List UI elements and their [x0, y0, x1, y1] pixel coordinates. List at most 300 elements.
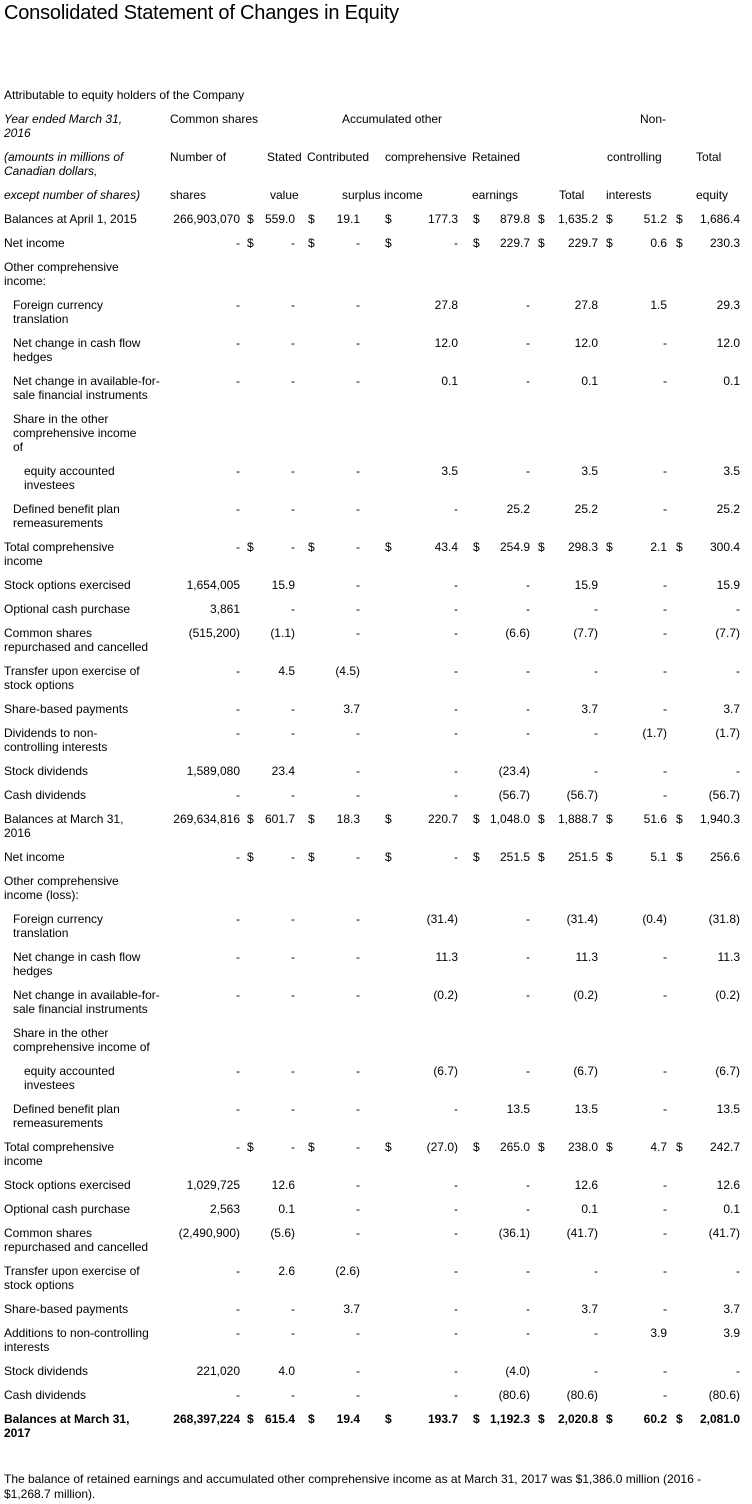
cell-retained: 229.7: [499, 236, 530, 250]
cell-retained: (36.1): [498, 1226, 530, 1240]
column-header: Total: [696, 150, 722, 164]
currency-sign: $: [676, 850, 683, 864]
row-label: Foreign currency: [13, 298, 104, 312]
cell-stated: -: [291, 1326, 295, 1340]
row-label: Defined benefit plan: [13, 1102, 120, 1116]
row-label: stock options: [4, 1278, 75, 1292]
cell-total: -: [594, 1264, 598, 1278]
cell-stated: -: [291, 726, 295, 740]
cell-stated: -: [291, 374, 295, 388]
cell-stated: -: [291, 1302, 295, 1316]
cell-retained: -: [526, 298, 530, 312]
cell-retained: -: [526, 1178, 530, 1192]
cell-contrib: -: [356, 236, 360, 250]
cell-aoci: -: [454, 236, 458, 250]
cell-shares: -: [236, 726, 240, 740]
cell-contrib: -: [356, 1364, 360, 1378]
row-label: Net income: [4, 236, 65, 250]
row-label: repurchased and cancelled: [4, 640, 149, 654]
cell-aoci: -: [454, 1364, 458, 1378]
currency-sign: $: [538, 1412, 545, 1426]
row-label: translation: [13, 312, 69, 326]
row-label: Balances at March 31,: [4, 1412, 130, 1426]
cell-equity: (6.7): [715, 1064, 740, 1078]
cell-nci: -: [663, 502, 667, 516]
cell-stated: 15.9: [271, 578, 295, 592]
row-label: Stock options exercised: [4, 1178, 131, 1192]
cell-shares: -: [236, 1102, 240, 1116]
cell-stated: 559.0: [264, 212, 295, 226]
cell-aoci: -: [454, 1178, 458, 1192]
cell-equity: 11.3: [717, 950, 740, 964]
cell-total: 27.8: [574, 298, 598, 312]
cell-retained: (80.6): [498, 1388, 530, 1402]
cell-contrib: 3.7: [343, 702, 360, 716]
column-header: Retained: [472, 150, 521, 164]
cell-nci: 0.6: [650, 236, 667, 250]
cell-total: (56.7): [566, 788, 598, 802]
cell-stated: -: [291, 298, 295, 312]
column-header: Year ended March 31,: [4, 112, 123, 126]
row-label: Share-based payments: [4, 1302, 129, 1316]
cell-shares: -: [236, 464, 240, 478]
cell-aoci: -: [454, 578, 458, 592]
cell-retained: -: [526, 726, 530, 740]
cell-stated: -: [291, 602, 295, 616]
cell-contrib: -: [356, 1326, 360, 1340]
row-label: income: [4, 554, 43, 568]
cell-shares: -: [236, 912, 240, 926]
cell-aoci: -: [454, 850, 458, 864]
cell-retained: (6.6): [505, 626, 530, 640]
cell-shares: 1,029,725: [186, 1178, 240, 1192]
cell-aoci: -: [454, 1264, 458, 1278]
cell-equity: 12.6: [716, 1178, 740, 1192]
currency-sign: $: [538, 1140, 545, 1154]
row-label: remeasurements: [13, 1116, 104, 1130]
cell-stated: -: [291, 1064, 295, 1078]
cell-aoci: -: [454, 764, 458, 778]
cell-stated: 2.6: [278, 1264, 295, 1278]
currency-sign: $: [676, 212, 683, 226]
column-header: controlling: [607, 150, 662, 164]
row-label: Optional cash purchase: [4, 602, 131, 616]
cell-contrib: -: [356, 602, 360, 616]
cell-retained: -: [526, 950, 530, 964]
cell-equity: 3.7: [723, 702, 740, 716]
cell-retained: -: [526, 374, 530, 388]
cell-stated: (1.1): [270, 626, 295, 640]
cell-total: 1,888.7: [557, 812, 598, 826]
cell-shares: (515,200): [188, 626, 240, 640]
row-label: equity accounted: [24, 464, 115, 478]
cell-equity: (7.7): [715, 626, 740, 640]
row-label: Total comprehensive: [4, 540, 115, 554]
row-label: Net change in available-for-: [13, 374, 160, 388]
cell-contrib: -: [356, 1202, 360, 1216]
cell-equity: 13.5: [716, 1102, 740, 1116]
currency-sign: $: [385, 812, 392, 826]
cell-retained: 1,048.0: [489, 812, 530, 826]
cell-equity: 2,081.0: [699, 1412, 740, 1426]
cell-retained: -: [526, 1202, 530, 1216]
column-header: surplus: [342, 188, 381, 202]
row-label: sale financial instruments: [13, 388, 148, 402]
cell-nci: -: [663, 1064, 667, 1078]
cell-total: 3.7: [581, 1302, 598, 1316]
cell-shares: 266,903,070: [173, 212, 240, 226]
cell-equity: 1,686.4: [699, 212, 740, 226]
cell-equity: (1.7): [715, 726, 740, 740]
column-header: Total: [559, 188, 585, 202]
cell-shares: -: [236, 664, 240, 678]
cell-equity: -: [736, 1264, 740, 1278]
cell-equity: (56.7): [708, 788, 740, 802]
cell-retained: 13.5: [506, 1102, 530, 1116]
cell-retained: (4.0): [505, 1364, 530, 1378]
cell-retained: (23.4): [498, 764, 530, 778]
cell-aoci: -: [454, 726, 458, 740]
cell-retained: -: [526, 1264, 530, 1278]
cell-total: 1,635.2: [557, 212, 598, 226]
currency-sign: $: [676, 1412, 683, 1426]
currency-sign: $: [676, 1140, 683, 1154]
currency-sign: $: [538, 850, 545, 864]
cell-retained: -: [526, 1326, 530, 1340]
row-label: hedges: [13, 350, 53, 364]
cell-equity: 256.6: [709, 850, 740, 864]
row-label: Share-based payments: [4, 702, 129, 716]
cell-total: -: [594, 664, 598, 678]
cell-contrib: 19.4: [336, 1412, 360, 1426]
cell-nci: -: [663, 702, 667, 716]
cell-stated: 12.6: [271, 1178, 295, 1192]
cell-aoci: 3.5: [441, 464, 458, 478]
currency-sign: $: [308, 850, 315, 864]
cell-total: (7.7): [573, 626, 598, 640]
currency-sign: $: [247, 236, 254, 250]
currency-sign: $: [473, 1140, 480, 1154]
cell-nci: -: [663, 988, 667, 1002]
cell-contrib: -: [356, 1102, 360, 1116]
cell-total: 3.5: [581, 464, 598, 478]
row-label: Transfer upon exercise of: [4, 664, 140, 678]
cell-stated: -: [291, 912, 295, 926]
currency-sign: $: [606, 812, 613, 826]
cell-shares: -: [236, 702, 240, 716]
cell-total: (80.6): [566, 1388, 598, 1402]
cell-shares: 269,634,816: [173, 812, 240, 826]
currency-sign: $: [473, 1412, 480, 1426]
row-label: investees: [24, 478, 75, 492]
currency-sign: $: [247, 212, 254, 226]
column-header: (amounts in millions of: [4, 150, 124, 164]
currency-sign: $: [538, 212, 545, 226]
cell-retained: -: [526, 1064, 530, 1078]
cell-total: -: [594, 764, 598, 778]
cell-aoci: 220.7: [427, 812, 458, 826]
cell-retained: (56.7): [498, 788, 530, 802]
row-label: 2017: [4, 1426, 31, 1440]
column-header: Accumulated other: [342, 112, 443, 126]
cell-nci: 3.9: [650, 1326, 667, 1340]
cell-nci: 4.7: [650, 1140, 667, 1154]
cell-aoci: -: [454, 1102, 458, 1116]
cell-contrib: -: [356, 464, 360, 478]
cell-equity: 3.7: [723, 1302, 740, 1316]
cell-total: (0.2): [573, 988, 598, 1002]
cell-total: 15.9: [574, 578, 598, 592]
cell-total: 251.5: [567, 850, 598, 864]
cell-shares: -: [236, 988, 240, 1002]
cell-stated: 4.5: [278, 664, 295, 678]
row-label: Other comprehensive: [4, 260, 119, 274]
column-header: Canadian dollars,: [4, 164, 98, 178]
row-label: stock options: [4, 678, 75, 692]
row-label: Stock dividends: [4, 1364, 89, 1378]
cell-stated: -: [291, 788, 295, 802]
currency-sign: $: [247, 1412, 254, 1426]
row-label: Balances at April 1, 2015: [4, 212, 137, 226]
row-label: hedges: [13, 964, 53, 978]
currency-sign: $: [606, 850, 613, 864]
cell-stated: 0.1: [278, 1202, 295, 1216]
cell-nci: -: [663, 1264, 667, 1278]
cell-aoci: 0.1: [441, 374, 458, 388]
cell-shares: -: [236, 850, 240, 864]
cell-aoci: -: [454, 1388, 458, 1402]
cell-total: (41.7): [566, 1226, 598, 1240]
row-label: Common shares: [4, 626, 93, 640]
cell-total: 2,020.8: [557, 1412, 598, 1426]
cell-shares: -: [236, 1264, 240, 1278]
cell-shares: -: [236, 1064, 240, 1078]
cell-nci: 51.2: [643, 212, 667, 226]
cell-aoci: -: [454, 1202, 458, 1216]
currency-sign: $: [606, 1412, 613, 1426]
cell-shares: 2,563: [209, 1202, 240, 1216]
row-label: Cash dividends: [4, 1388, 87, 1402]
row-label: Optional cash purchase: [4, 1202, 131, 1216]
currency-sign: $: [385, 1140, 392, 1154]
cell-nci: 1.5: [650, 298, 667, 312]
cell-aoci: -: [454, 664, 458, 678]
row-label: of: [13, 440, 24, 454]
cell-total: 13.5: [574, 1102, 598, 1116]
row-label: Net change in cash flow: [13, 950, 141, 964]
currency-sign: $: [247, 850, 254, 864]
cell-shares: -: [236, 1302, 240, 1316]
cell-stated: -: [291, 236, 295, 250]
cell-shares: -: [236, 1388, 240, 1402]
cell-stated: -: [291, 336, 295, 350]
cell-total: 298.3: [567, 540, 598, 554]
cell-stated: -: [291, 988, 295, 1002]
cell-shares: -: [236, 502, 240, 516]
currency-sign: $: [538, 236, 545, 250]
row-label: 2016: [4, 826, 31, 840]
cell-contrib: -: [356, 950, 360, 964]
cell-retained: -: [526, 664, 530, 678]
currency-sign: $: [385, 850, 392, 864]
currency-sign: $: [606, 236, 613, 250]
currency-sign: $: [385, 212, 392, 226]
currency-sign: $: [247, 540, 254, 554]
cell-equity: 1,940.3: [699, 812, 740, 826]
column-header: Stated: [267, 150, 302, 164]
row-label: controlling interests: [4, 740, 108, 754]
column-header: interests: [606, 188, 652, 202]
cell-retained: 1,192.3: [489, 1412, 530, 1426]
currency-sign: $: [308, 812, 315, 826]
row-label: sale financial instruments: [13, 1002, 148, 1016]
cell-nci: -: [663, 664, 667, 678]
cell-retained: -: [526, 912, 530, 926]
cell-nci: 51.6: [643, 812, 667, 826]
cell-nci: -: [663, 1364, 667, 1378]
cell-nci: -: [663, 764, 667, 778]
cell-contrib: -: [356, 764, 360, 778]
currency-sign: $: [247, 812, 254, 826]
row-label: investees: [24, 1078, 75, 1092]
cell-stated: -: [291, 950, 295, 964]
column-header: Number of: [170, 150, 227, 164]
cell-aoci: (6.7): [433, 1064, 458, 1078]
cell-shares: 1,654,005: [186, 578, 240, 592]
cell-contrib: -: [356, 374, 360, 388]
row-label: Net change in cash flow: [13, 336, 141, 350]
currency-sign: $: [385, 540, 392, 554]
row-label: Additions to non-controlling: [4, 1326, 149, 1340]
cell-nci: 2.1: [650, 540, 667, 554]
currency-sign: $: [385, 1412, 392, 1426]
cell-contrib: -: [356, 336, 360, 350]
cell-contrib: 3.7: [343, 1302, 360, 1316]
cell-contrib: -: [356, 850, 360, 864]
cell-stated: -: [291, 464, 295, 478]
row-label: Balances at March 31,: [4, 812, 124, 826]
page-title: Consolidated Statement of Changes in Equity: [4, 2, 399, 24]
cell-retained: 265.0: [499, 1140, 530, 1154]
cell-retained: -: [526, 336, 530, 350]
column-header: Contributed: [307, 150, 370, 164]
row-label: Share in the other: [13, 412, 109, 426]
cell-aoci: -: [454, 1226, 458, 1240]
cell-shares: -: [236, 336, 240, 350]
cell-nci: -: [663, 1102, 667, 1116]
cell-stated: -: [291, 1102, 295, 1116]
cell-retained: -: [526, 464, 530, 478]
cell-equity: 3.9: [723, 1326, 740, 1340]
cell-stated: (5.6): [270, 1226, 295, 1240]
cell-retained: 879.8: [499, 212, 530, 226]
cell-contrib: -: [356, 578, 360, 592]
cell-stated: -: [291, 1388, 295, 1402]
cell-aoci: -: [454, 602, 458, 616]
cell-contrib: (2.6): [335, 1264, 360, 1278]
cell-aoci: (0.2): [433, 988, 458, 1002]
row-label: income (loss):: [4, 888, 79, 902]
cell-contrib: -: [356, 1064, 360, 1078]
cell-equity: -: [736, 602, 740, 616]
cell-equity: 0.1: [723, 374, 740, 388]
cell-nci: -: [663, 336, 667, 350]
cell-total: -: [594, 1326, 598, 1340]
cell-shares: -: [236, 540, 240, 554]
currency-sign: $: [308, 1140, 315, 1154]
currency-sign: $: [676, 812, 683, 826]
cell-nci: -: [663, 626, 667, 640]
cell-equity: 230.3: [709, 236, 740, 250]
cell-equity: 0.1: [723, 1202, 740, 1216]
cell-shares: -: [236, 788, 240, 802]
cell-nci: -: [663, 1178, 667, 1192]
cell-shares: (2,490,900): [178, 1226, 240, 1240]
cell-total: 0.1: [581, 1202, 598, 1216]
cell-nci: -: [663, 950, 667, 964]
cell-total: 229.7: [567, 236, 598, 250]
currency-sign: $: [473, 236, 480, 250]
cell-retained: 25.2: [506, 502, 530, 516]
cell-stated: 615.4: [264, 1412, 295, 1426]
cell-shares: -: [236, 374, 240, 388]
cell-aoci: 27.8: [434, 298, 458, 312]
cell-retained: -: [526, 578, 530, 592]
cell-equity: 242.7: [709, 1140, 740, 1154]
cell-equity: 12.0: [716, 336, 740, 350]
cell-contrib: -: [356, 626, 360, 640]
row-label: translation: [13, 926, 69, 940]
cell-aoci: -: [454, 788, 458, 802]
currency-sign: $: [538, 540, 545, 554]
cell-retained: 254.9: [499, 540, 530, 554]
attributable-caption: Attributable to equity holders of the Company: [4, 88, 245, 102]
cell-retained: -: [526, 988, 530, 1002]
row-label: Dividends to non-: [4, 726, 98, 740]
row-label: Common shares: [4, 1226, 93, 1240]
cell-aoci: -: [454, 626, 458, 640]
row-label: Total comprehensive: [4, 1140, 115, 1154]
currency-sign: $: [538, 812, 545, 826]
cell-total: 238.0: [567, 1140, 598, 1154]
cell-stated: -: [291, 850, 295, 864]
currency-sign: $: [308, 212, 315, 226]
cell-contrib: -: [356, 988, 360, 1002]
row-label: income:: [4, 274, 47, 288]
cell-contrib: 19.1: [336, 212, 360, 226]
cell-aoci: 193.7: [427, 1412, 458, 1426]
cell-shares: -: [236, 1326, 240, 1340]
cell-nci: -: [663, 374, 667, 388]
cell-total: 12.6: [574, 1178, 598, 1192]
cell-contrib: 18.3: [336, 812, 360, 826]
row-label: Share in the other: [13, 1026, 109, 1040]
cell-aoci: 12.0: [434, 336, 458, 350]
column-header: income: [384, 188, 423, 202]
footnote: The balance of retained earnings and accumulated other comprehensive income as at March 31, 2017 was $1,386.0 million (2016 - $1,268.7 million).: [4, 1472, 702, 1501]
cell-equity: 300.4: [709, 540, 740, 554]
cell-equity: -: [736, 764, 740, 778]
cell-total: 0.1: [581, 374, 598, 388]
cell-aoci: 177.3: [427, 212, 458, 226]
cell-nci: -: [663, 464, 667, 478]
cell-stated: 4.0: [278, 1364, 295, 1378]
cell-aoci: (27.0): [426, 1140, 458, 1154]
currency-sign: $: [606, 212, 613, 226]
cell-retained: -: [526, 1302, 530, 1316]
column-header: comprehensive: [385, 150, 467, 164]
cell-total: (6.7): [573, 1064, 598, 1078]
